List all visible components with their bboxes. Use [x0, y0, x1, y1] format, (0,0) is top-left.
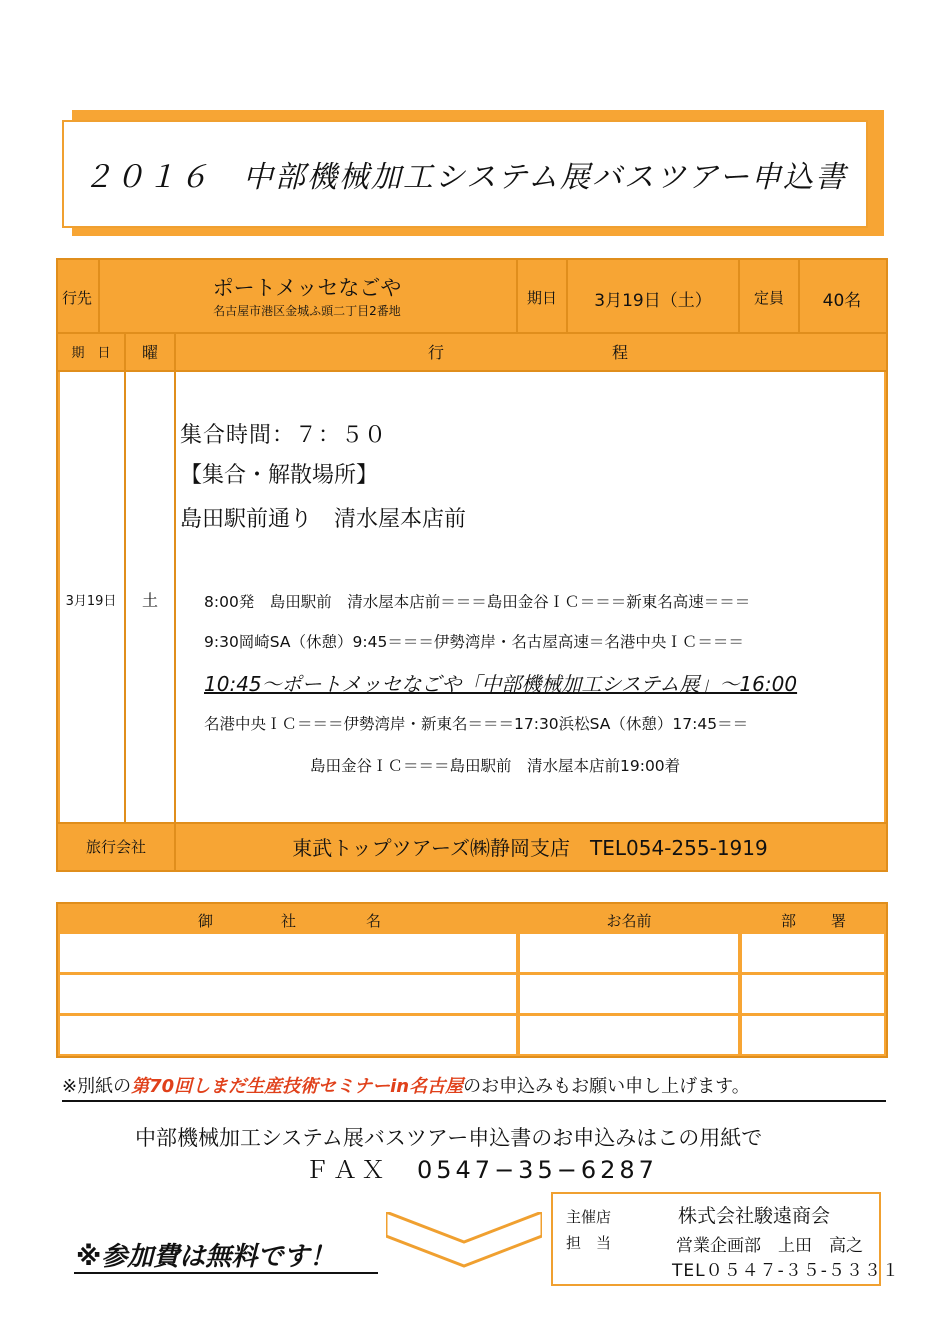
schedule-line: 8:00発 島田駅前 清水屋本店前＝＝＝島田金谷ＩＣ＝＝＝新東名高速＝＝＝ [204, 593, 751, 611]
contact-tel: TEL０５４７-３５-５３３１ [672, 1261, 900, 1281]
date-label: 期日 [526, 289, 557, 307]
seminar-notice [62, 1072, 892, 1098]
schedule-line: 9:30岡崎SA（休憩）9:45＝＝＝伊勢湾岸・名古屋高速＝名港中央ＩＣ＝＝＝ [204, 633, 744, 651]
form-header-company-3: 名 [366, 912, 382, 930]
notice-highlight: 第70回しまだ生産技術セミナーin名古屋 [131, 1076, 464, 1097]
row-day: 土 [141, 591, 158, 610]
divider [174, 334, 176, 822]
form-header-dept-2: 署 [831, 912, 847, 930]
fax-number: ＦＡＸ 0547−35−6287 [305, 1156, 658, 1184]
form-header-company-2: 社 [281, 912, 297, 930]
form-header-dept-1: 部 [781, 912, 797, 930]
column-header-date: 期 日 [71, 346, 111, 361]
notice-suffix: のお申込みもお願い申し上げます。 [463, 1076, 750, 1097]
company-field[interactable] [60, 934, 516, 972]
name-field[interactable] [520, 1016, 738, 1054]
page-title: ２０１６ 中部機械加工システム展バスツアー申込書 [82, 160, 848, 195]
column-header-itinerary-1: 行 [428, 343, 445, 362]
agency-value: 東武トップツアーズ㈱静岡支店 TEL054-255-1919 [292, 836, 768, 860]
department-field[interactable] [742, 1016, 884, 1054]
divider [124, 334, 126, 822]
schedule-line: 名港中央ＩＣ＝＝＝伊勢湾岸・新東名＝＝＝17:30浜松SA（休憩）17:45＝＝ [204, 715, 749, 733]
contact-value: 営業企画部 上田 高之 [676, 1236, 863, 1256]
notice-prefix: ※別紙の [62, 1076, 132, 1097]
destination-address: 名古屋市港区金城ふ頭二丁目2番地 [213, 304, 401, 318]
fax-instruction: 中部機械加工システム展バスツアー申込書のお申込みはこの用紙で [135, 1126, 763, 1150]
schedule-line: 島田金谷ＩＣ＝＝＝島田駅前 清水屋本店前19:00着 [310, 757, 681, 775]
capacity-value: 40名 [822, 291, 862, 311]
date-value: 3月19日（土） [594, 291, 712, 311]
column-header-day: 曜 [141, 343, 158, 362]
company-field[interactable] [60, 1016, 516, 1054]
destination-name: ポートメッセなごや [212, 276, 402, 300]
meeting-place: 島田駅前通り 清水屋本店前 [180, 507, 467, 532]
host-value: 株式会社駿遠商会 [678, 1205, 831, 1227]
contact-label: 担 当 [566, 1234, 612, 1252]
name-field[interactable] [520, 975, 738, 1013]
meeting-place-heading: 【集合・解散場所】 [180, 463, 379, 488]
divider [58, 370, 886, 372]
divider [58, 332, 886, 334]
divider [58, 822, 886, 824]
notice-underline [62, 1100, 886, 1102]
department-field[interactable] [742, 934, 884, 972]
schedule-line-highlight: 10:45～ポートメッセなごや「中部機械加工システム展」～16:00 [204, 672, 798, 696]
chevron-down-icon [386, 1212, 542, 1268]
row-date: 3月19日 [65, 594, 117, 609]
form-header-name: お名前 [606, 912, 652, 930]
host-label: 主催店 [566, 1208, 612, 1226]
meeting-time: 集合時間：７：５０ [180, 423, 388, 448]
destination-label: 行先 [62, 289, 93, 307]
column-header-itinerary-2: 程 [612, 343, 629, 362]
free-participation: ※参加費は無料です！ [76, 1242, 336, 1272]
capacity-label: 定員 [753, 289, 784, 307]
name-field[interactable] [520, 934, 738, 972]
form-header-company-1: 御 [198, 912, 214, 930]
free-underline [74, 1272, 378, 1274]
department-field[interactable] [742, 975, 884, 1013]
agency-label: 旅行会社 [85, 838, 146, 856]
company-field[interactable] [60, 975, 516, 1013]
